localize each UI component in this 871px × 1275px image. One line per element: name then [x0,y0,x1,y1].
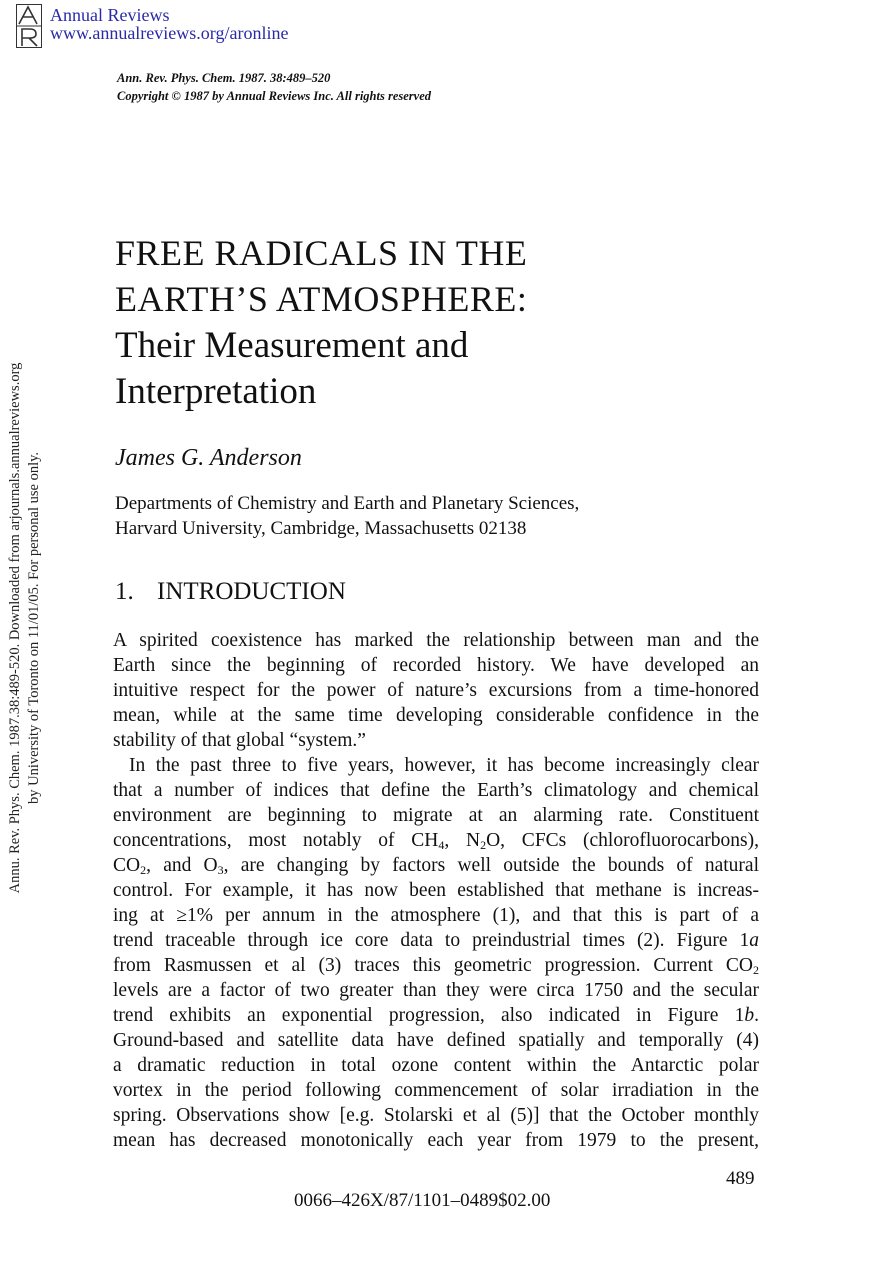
issn-code: 0066–426X/87/1101–0489$02.00 [294,1190,551,1211]
download-notice [6,308,50,948]
body-line: from Rasmussen et al (3) traces this geometric progression. Current $CO_2$ [113,955,759,977]
body-line: a dramatic reduction in total ozone content within the Antarctic polar [113,1055,759,1076]
body-line: intuitive respect for the power of nature’s excursions from a time-honored [113,680,759,701]
download-notice-line-1: Annu. Rev. Phys. Chem. 1987.38:489-520. Downloaded from arjournals.annualreviews.org [7,362,23,894]
body-line: $CO_2$, and $O_3$, are changing by factors well outside the bounds of natural [113,855,759,877]
publisher-link[interactable]: Annual Reviews [50,5,170,25]
body-line: stability of that global “system.” [113,730,366,751]
article-subtitle-line-1: Their Measurement and [115,325,469,366]
section-heading [115,578,346,606]
body-line: mean has decreased monotonically each year from 1979 to the present, [113,1130,759,1151]
journal-citation: Ann. Rev. Phys. Chem. 1987. 38:489–520 [117,71,331,85]
body-line: spring. Observations show [e.g. Stolarski et al (5)] that the October monthly [113,1105,759,1126]
author-name: James G. Anderson [115,445,302,471]
body-line: environment are beginning to migrate at an alarming rate. Constituent [113,805,759,826]
body-line: concentrations, most notably of $CH_4$, $N_2O$, CFCs (chlorofluorocarbons), [113,830,759,852]
body-line: mean, while at the same time developing considerable confidence in the [113,705,759,726]
affiliation-line-2: Harvard University, Cambridge, Massachusetts 02138 [115,518,527,539]
copyright-notice: Copyright © 1987 by Annual Reviews Inc. All rights reserved [117,89,431,103]
article-title-line-2: EARTH’S ATMOSPHERE: [115,279,528,319]
download-notice-line-2: by University of Toronto on 11/01/05. For personal use only. [26,451,42,805]
body-line: Ground-based and satellite data have defined spatially and temporally (4) [113,1030,759,1051]
body-line: Earth since the beginning of recorded history. We have developed an [113,655,759,676]
section-title: INTRODUCTION [157,578,346,605]
annual-reviews-logo-icon [16,4,42,48]
body-line: trend traceable through ice core data to preindustrial times (2). Figure 1a [113,930,759,951]
article-title-line-1: FREE RADICALS IN THE [115,233,528,273]
body-line: A spirited coexistence has marked the relationship between man and the [113,630,759,651]
body-line: vortex in the period following commencement of solar irradiation in the [113,1080,759,1101]
affiliation-line-1: Departments of Chemistry and Earth and Planetary Sciences, [115,493,580,514]
section-number: 1. [115,578,134,605]
body-line: control. For example, it has now been established that methane is increas- [113,880,759,901]
body-line: trend exhibits an exponential progression, also indicated in Figure 1b. [113,1005,759,1026]
body-line: ing at ≥1% per annum in the atmosphere (1), and that this is part of a [113,905,759,926]
page-number: 489 [726,1168,755,1189]
body-line: levels are a factor of two greater than they were circa 1750 and the secular [113,980,759,1001]
body-line: In the past three to five years, however, it has become increasingly clear [129,755,759,776]
body-line: that a number of indices that define the Earth’s climatology and chemical [113,780,759,801]
publisher-url-link[interactable]: www.annualreviews.org/aronline [50,23,289,43]
article-subtitle-line-2: Interpretation [115,371,317,412]
